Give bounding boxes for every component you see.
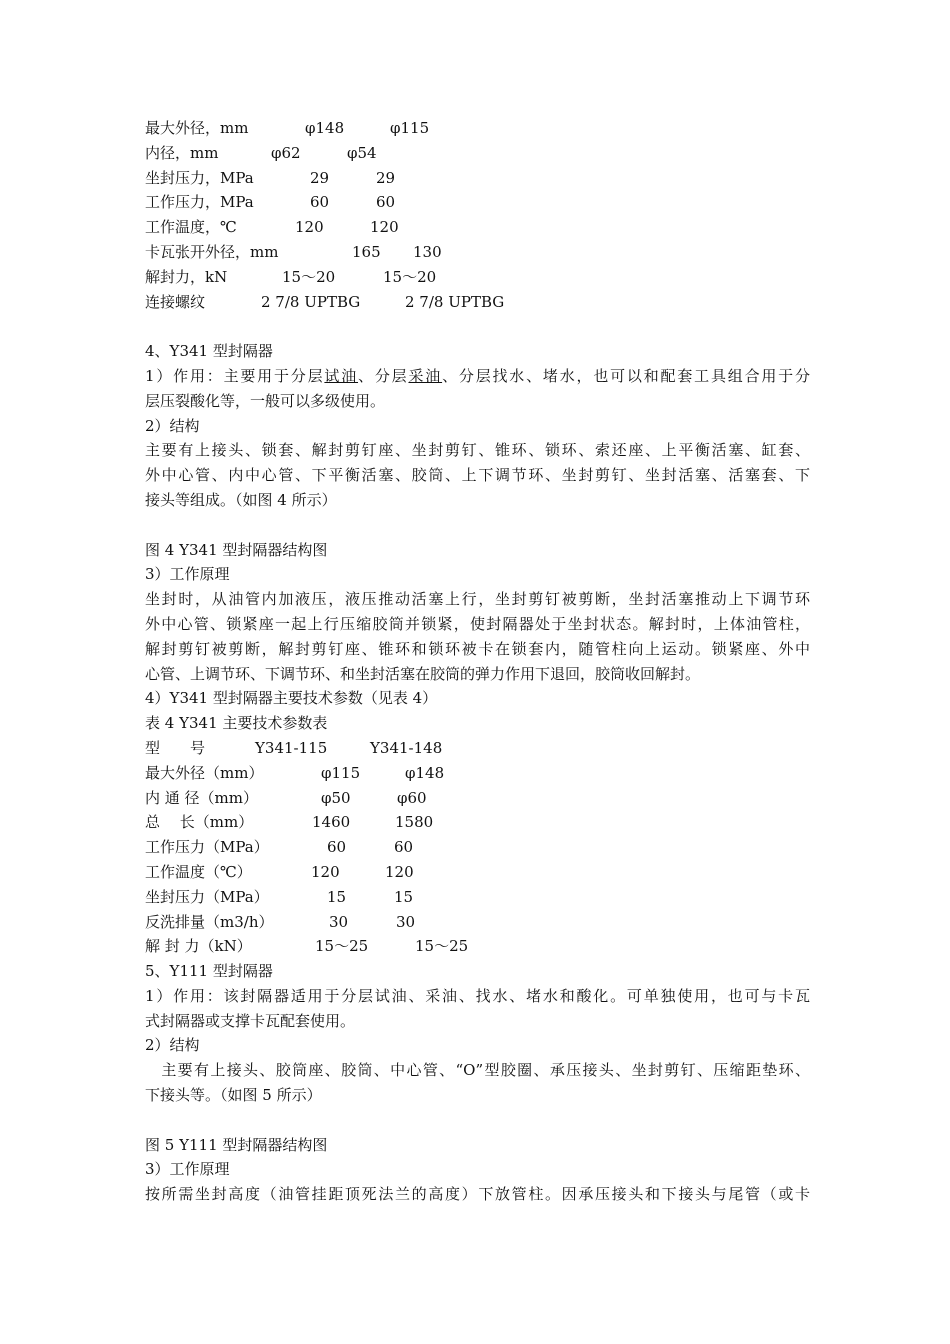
- blank-line: [145, 1108, 810, 1133]
- subheading: 3）工作原理: [145, 1160, 230, 1179]
- paragraph-line: 解封剪钉被剪断，解封剪钉座、锥环和锁环被卡在锁套内，随管柱向上运动。锁紧座、外中: [145, 639, 810, 658]
- subheading: 3）工作原理: [145, 565, 230, 584]
- spec-row: 坐封压力（MPa） 15 15: [145, 887, 414, 906]
- spec-table-prev: [145, 116, 810, 314]
- paragraph-line: 心管、上调节环、下调节环、和坐封活塞在胶筒的弹力作用下退回，胶筒收回解封。: [145, 664, 701, 683]
- spec-row: 型 号 Y341-115 Y341-148: [145, 738, 443, 757]
- paragraph-line: 1）作用：主要用于分层试油、分层采油、分层找水、堵水，也可以和配套工具组合用于分: [145, 366, 810, 385]
- spec-row: 解 封 力（kN） 15～25 15～25: [145, 937, 469, 956]
- spec-row: 工作温度，℃ 120 120: [145, 218, 399, 237]
- document-page: [145, 116, 810, 1207]
- figure-caption: 图 4 Y341 型封隔器结构图: [145, 540, 328, 559]
- paragraph-line: 式封隔器或支撑卡瓦配套使用。: [145, 1011, 356, 1030]
- paragraph-line: 1）作用：该封隔器适用于分层试油、采油、找水、堵水和酸化。可单独使用，也可与卡瓦: [145, 986, 810, 1005]
- figure-caption: 图 5 Y111 型封隔器结构图: [145, 1135, 328, 1154]
- paragraph-line: 外中心管、内中心管、下平衡活塞、胶筒、上下调节环、坐封剪钉、坐封活塞、活塞套、下: [145, 466, 810, 485]
- spec-row: 坐封压力，MPa 29 29: [145, 168, 396, 187]
- blank-line: [145, 314, 810, 339]
- section-heading: 4、Y341 型封隔器: [145, 342, 273, 361]
- subheading: 2）结构: [145, 1036, 200, 1055]
- paragraph-line: 接头等组成。（如图 4 所示）: [145, 490, 337, 509]
- spec-row: 解封力，kN 15～20 15～20: [145, 267, 437, 286]
- spec-row: 连接螺纹 2 7/8 UPTBG 2 7/8 UPTBG: [145, 292, 505, 311]
- paragraph-line: 下接头等。（如图 5 所示）: [145, 1086, 322, 1105]
- spec-row: 内径，mm φ62 φ54: [145, 143, 377, 162]
- spec-row: 反洗排量（m3/h） 30 30: [145, 912, 416, 931]
- paragraph-line: 坐封时，从油管内加液压，液压推动活塞上行，坐封剪钉被剪断，坐封活塞推动上下调节环: [145, 590, 810, 609]
- spec-table-y341: [145, 736, 810, 959]
- paragraph-line: 层压裂酸化等，一般可以多级使用。: [145, 391, 386, 410]
- spec-row: 最大外径（mm） φ115 φ148: [145, 763, 445, 782]
- spec-row: 工作温度（℃） 120 120: [145, 862, 414, 881]
- spec-row: 最大外径，mm φ148 φ115: [145, 119, 430, 137]
- underlined-term: 采油: [408, 366, 443, 385]
- spec-row: 总 长（mm） 1460 1580: [145, 813, 434, 832]
- paragraph-line: 主要有上接头、锁套、解封剪钉座、坐封剪钉、锥环、锁环、索还座、上平衡活塞、缸套、: [145, 441, 810, 460]
- section-heading: 5、Y111 型封隔器: [145, 962, 273, 981]
- spec-row: 内 通 径（mm） φ50 φ60: [145, 788, 427, 807]
- paragraph-line: 主要有上接头、胶筒座、胶筒、中心管、“O”型胶圈、承压接头、坐封剪钉、压缩距垫环、: [145, 1061, 810, 1080]
- paragraph-line: 外中心管、锁紧座一起上行压缩胶筒并锁紧，使封隔器处于坐封状态。解封时，上体油管柱，: [145, 614, 810, 633]
- spec-row: 工作压力，MPa 60 60: [145, 193, 396, 212]
- underlined-term: 试油: [324, 366, 359, 385]
- subheading: 4）Y341 型封隔器主要技术参数（见表 4）: [145, 689, 438, 708]
- table-caption: 表 4 Y341 主要技术参数表: [145, 714, 328, 733]
- blank-line: [145, 513, 810, 538]
- spec-row: 卡瓦张开外径，mm 165 130: [145, 242, 442, 261]
- spec-row: 工作压力（MPa） 60 60: [145, 838, 414, 857]
- subheading: 2）结构: [145, 416, 200, 435]
- paragraph-line: 按所需坐封高度（油管挂距顶死法兰的高度）下放管柱。因承压接头和下接头与尾管（或卡: [145, 1185, 810, 1204]
